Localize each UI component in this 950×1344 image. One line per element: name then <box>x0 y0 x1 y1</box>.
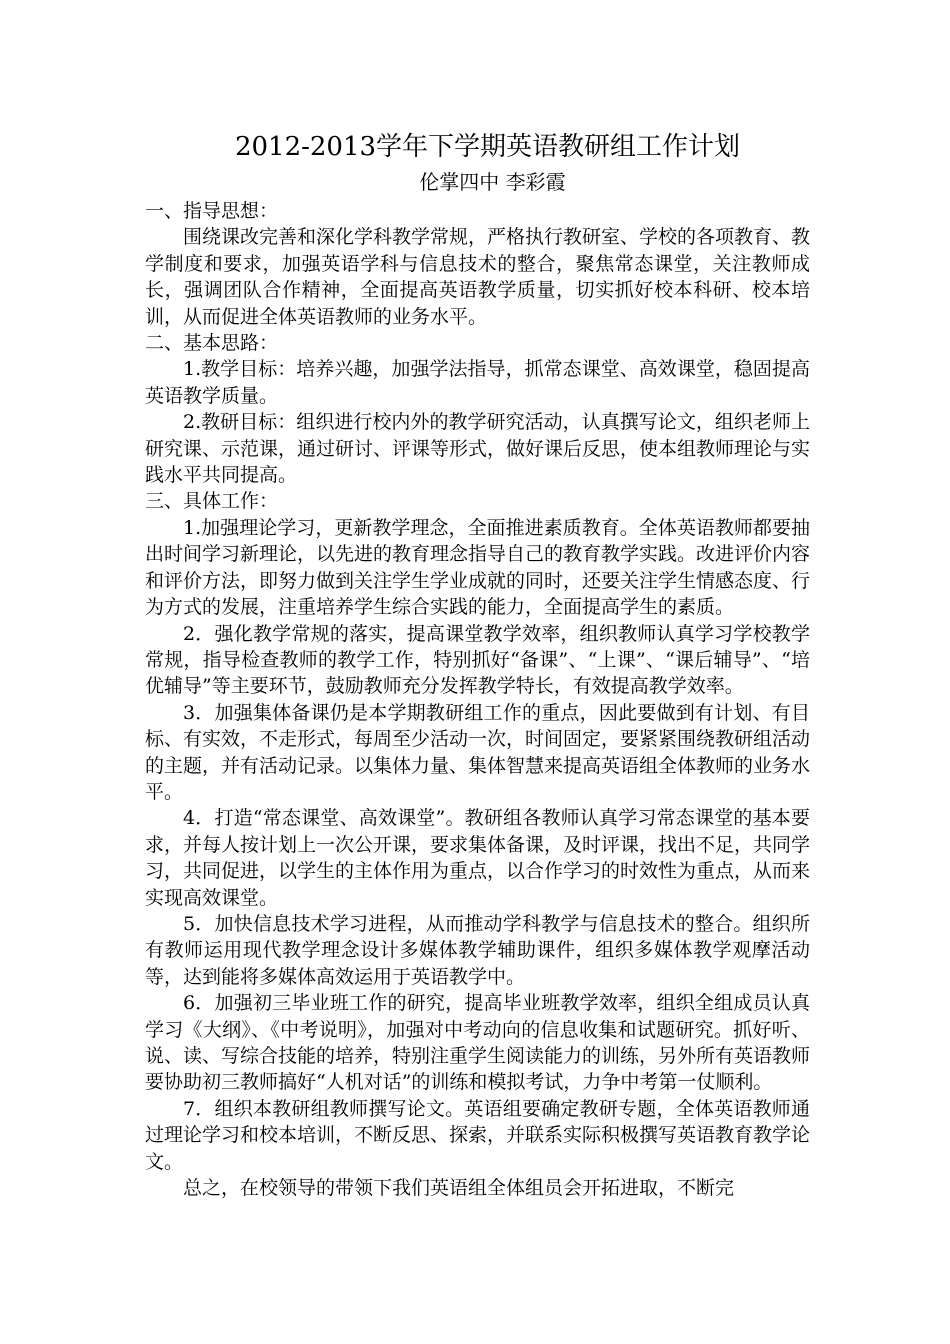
paragraph: 3．加强集体备课仍是本学期教研组工作的重点，因此要做到有计划、有目标、有实效，不走形式，每周至少活动一次，时间固定，要紧紧围绕教研组活动的主题，并有活动记录。以集体力量、集体智慧来提高英语组全体教师的业务水平。 <box>145 701 811 803</box>
paragraph: 2．强化教学常规的落实，提高课堂教学效率，组织教师认真学习学校教学常规，指导检查教师的教学工作，特别抓好“备课”、“上课”、“课后辅导”、“培优辅导”等主要环节，鼓励教师充分发挥教学特长，有效提高教学效率。 <box>145 622 810 698</box>
paragraph: 总之，在校领导的带领下我们英语组全体组员会开拓进取，不断完 <box>183 1177 735 1200</box>
paragraph: 1.加强理论学习，更新教学理念，全面推进素质教育。全体英语教师都要抽出时间学习新理论，以先进的教育理念指导自己的教育教学实践。改进评价内容和评价方法，即努力做到关注学生学业成就的同时，还要关注学生情感态度、行为方式的发展，注重培养学生综合实践的能力，全面提高学生的素质。 <box>145 516 811 619</box>
paragraph: 围绕课改完善和深化学科教学常规，严格执行教研室、学校的各项教育、教学制度和要求，加强英语学科与信息技术的整合，聚焦常态课堂，关注教师成长，强调团队合作精神，全面提高英语教学质量，切实抓好校本科研、校本培训，从而促进全体英语教师的业务水平。 <box>145 226 811 328</box>
document-title: 2012-2013学年下学期英语教研组工作计划 <box>234 132 741 162</box>
paragraph: 4．打造“常态课堂、高效课堂”。教研组各教师认真学习常态课堂的基本要求，并每人按计划上一次公开课，要求集体备课，及时评课，找出不足，共同学习，共同促进，以学生的主体作用为重点，以合作学习的时效性为重点，从而来实现高效课堂。 <box>145 807 811 909</box>
paragraph: 1.教学目标：培养兴趣，加强学法指导，抓常态课堂、高效课堂，稳固提高英语教学质量。 <box>145 358 810 407</box>
document-page <box>145 128 810 1201</box>
section-heading-guiding-thought: 一、指导思想： <box>145 200 279 222</box>
section-heading-basic-approach: 二、基本思路： <box>145 332 279 355</box>
section-heading-specific-work: 三、具体工作： <box>145 490 279 513</box>
document-author: 伦掌四中 李彩霞 <box>419 170 566 194</box>
paragraph: 6．加强初三毕业班工作的研究，提高毕业班教学效率，组织全组成员认真学习《大纲》、《中考说明》，加强对中考动向的信息收集和试题研究。抓好听、说、读、写综合技能的培养，特别注重学生阅读能力的训练，另外所有英语教师要协助初三教师搞好“人机对话”的训练和模拟考试，力争中考第一仗顺利。 <box>145 992 811 1094</box>
paragraph: 7．组织本教研组教师撰写论文。英语组要确定教研专题，全体英语教师通过理论学习和校本培训，不断反思、探索，并联系实际积极撰写英语教育教学论文。 <box>145 1097 811 1173</box>
paragraph: 5．加快信息技术学习进程，从而推动学科教学与信息技术的整合。组织所有教师运用现代教学理念设计多媒体教学辅助课件，组织多媒体教学观摩活动等，达到能将多媒体高效运用于英语教学中。 <box>145 912 810 988</box>
paragraph: 2.教研目标：组织进行校内外的教学研究活动，认真撰写论文，组织老师上研究课、示范课，通过研讨、评课等形式，做好课后反思，使本组教师理论与实践水平共同提高。 <box>145 411 811 487</box>
